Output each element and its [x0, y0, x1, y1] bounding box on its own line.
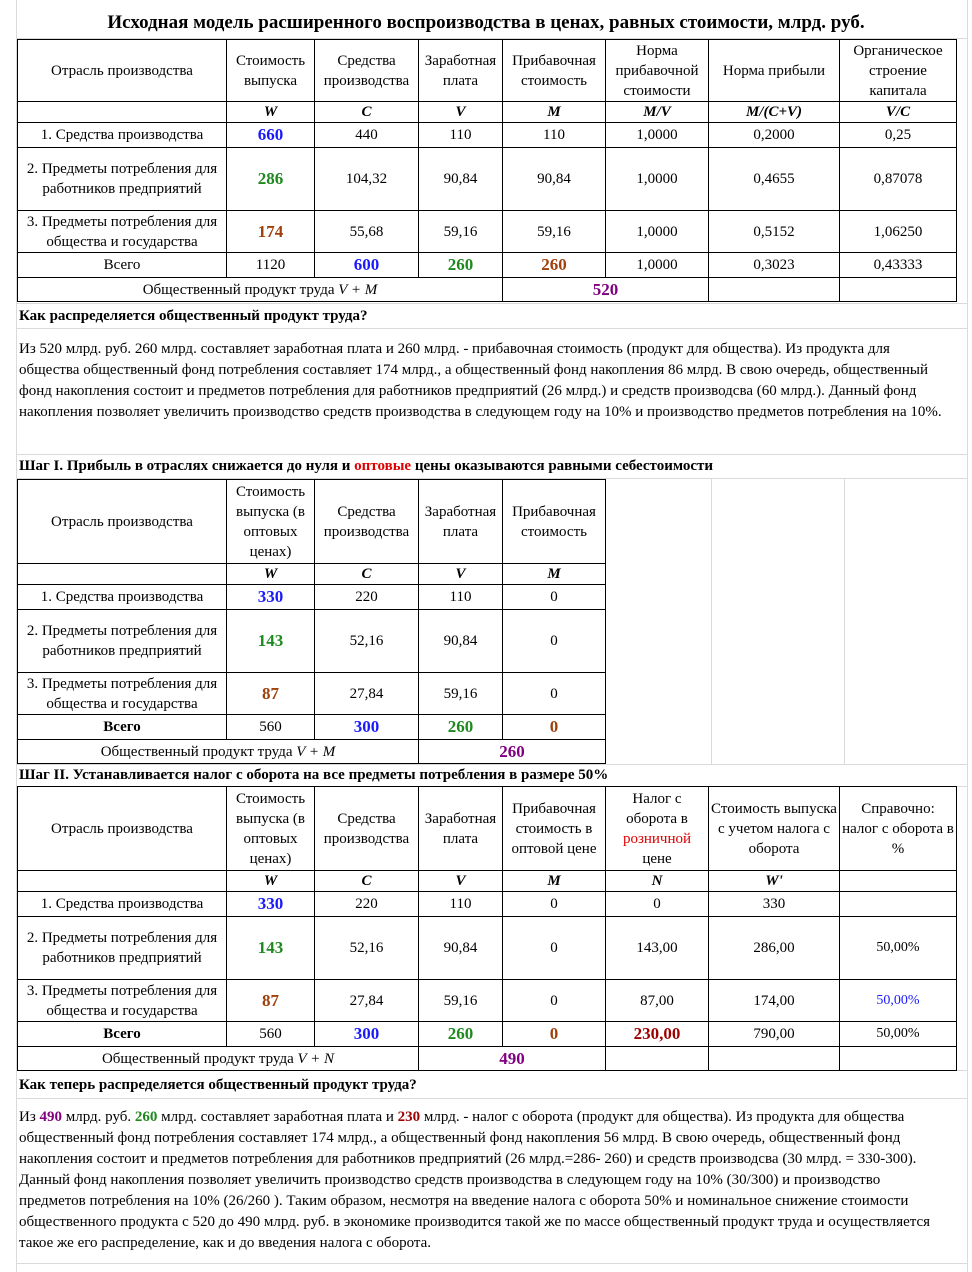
social-product-formula: V + M	[338, 281, 378, 298]
cell-m: 0	[503, 585, 606, 610]
cell-c: 220	[315, 585, 419, 610]
social-product-formula: V + M	[296, 743, 336, 760]
cell-v: 260	[419, 253, 503, 278]
cell-mv: 1,0000	[606, 253, 709, 278]
wages-value: 260	[134, 1109, 158, 1125]
empty-cell	[709, 1047, 840, 1071]
cell-c: 52,16	[315, 610, 419, 673]
table-row	[18, 148, 957, 211]
paragraph-2: Из 490 млрд. руб. 260 млрд. составляет заработная плата и 230 млрд. - налог с оборота (продукт для общества). Из продукта для общества общественный фонд потребления составляет 174 млрд., а общественный фонд накопления 56 млрд. В свою очередь, общественный фонд накопления состоит и предметов потребления для работников предприятий (26 млрд.=286- 260) и средств производсва (30 млрд. = 330-300). Данный фонд накопления позволяет увеличить производство средств производства в следующем году на 10% (30/300) и производство предметов потребления на 10% (26/260 ). Таким образом, несмотря на введение налога с оборота 50% и номинальное снижение стоимости общественного продукта с 520 до 490 млрд. руб. в экономике производится такой же по массе общественный продукт труда и осуществляется такое же его распределение, как и до введения налога с оборота.	[19, 1109, 931, 1251]
symbol-cell	[18, 871, 227, 892]
table-row	[18, 980, 957, 1022]
cell-vc: 1,06250	[840, 211, 957, 253]
table-row	[18, 673, 606, 715]
table-row	[18, 211, 957, 253]
social-product-row	[18, 740, 606, 764]
question-2: Как теперь распределяется общественный продукт труда?	[19, 1077, 417, 1093]
cell-m: 0	[503, 673, 606, 715]
cell-c: 440	[315, 123, 419, 148]
cell-v: 90,84	[419, 610, 503, 673]
cell-tax-percent: 50,00%	[840, 917, 957, 980]
cell-m: 0	[503, 715, 606, 740]
cell-mcv: 0,4655	[709, 148, 840, 211]
gridline	[17, 1098, 968, 1099]
gridline	[17, 454, 968, 455]
header-means-of-production: Средства производства	[315, 40, 419, 102]
header-rate-of-surplus-value: Норма прибавочной стоимости	[606, 40, 709, 102]
cell-mv: 1,0000	[606, 148, 709, 211]
symbol-cell: N	[606, 871, 709, 892]
empty-cell	[606, 1047, 709, 1071]
cell-c: 27,84	[315, 673, 419, 715]
social-product-label: Общественный продукт труда V + M	[18, 740, 419, 764]
header-means-of-production: Средства производства	[315, 787, 419, 871]
cell-mcv: 0,3023	[709, 253, 840, 278]
cell-m: 0	[503, 610, 606, 673]
gridline	[17, 328, 968, 329]
row-label: Всего	[18, 1022, 227, 1047]
symbol-cell: W	[227, 102, 315, 123]
cell-w: 660	[227, 123, 315, 148]
symbol-cell: M	[503, 564, 606, 585]
header-output-value: Стоимость выпуска	[227, 40, 315, 102]
header-means-of-production: Средства производства	[315, 480, 419, 564]
symbol-cell: C	[315, 871, 419, 892]
cell-m: 0	[503, 917, 606, 980]
cell-w: 560	[227, 1022, 315, 1047]
row-label: 2. Предметы потребления для работников предприятий	[18, 917, 227, 980]
cell-vc: 0,43333	[840, 253, 957, 278]
cell-n: 143,00	[606, 917, 709, 980]
table-row	[18, 585, 606, 610]
symbol-cell: W	[227, 564, 315, 585]
cell-w: 143	[227, 610, 315, 673]
symbol-cell: W'	[709, 871, 840, 892]
social-product-row	[18, 278, 957, 302]
social-product-row	[18, 1047, 957, 1071]
paragraph-1: Из 520 млрд. руб. 260 млрд. составляет заработная плата и 260 млрд. - прибавочная стоимость (продукт для общества). Из продукта для общества общественный фонд потребления составляет 174 млрд., а общественный фонд накопления 86 млрд. В свою очередь, общественный фонд накопления состоит и предметов потребления для работников предприятий (26 млрд.) и средств производсва (60 млрд.). Данный фонд накопления позволяет увеличить производство средств производства в следующем году на 10% и производство предметов потребления на 10%.	[19, 341, 942, 420]
social-product-value: 260	[419, 740, 606, 764]
social-product-label: Общественный продукт труда V + M	[18, 278, 503, 302]
symbol-cell: V	[419, 564, 503, 585]
gridline	[711, 479, 712, 764]
row-label: Всего	[18, 715, 227, 740]
question-1: Как распределяется общественный продукт труда?	[19, 308, 368, 324]
cell-w: 286	[227, 148, 315, 211]
header-surplus-value-wholesale: Прибавочная стоимость в оптовой цене	[503, 787, 606, 871]
cell-m: 0	[503, 892, 606, 917]
cell-c: 104,32	[315, 148, 419, 211]
cell-c: 300	[315, 715, 419, 740]
row-label: 3. Предметы потребления для общества и государства	[18, 211, 227, 253]
header-rate-of-profit: Норма прибыли	[709, 40, 840, 102]
row-label: Всего	[18, 253, 227, 278]
cell-m: 0	[503, 1022, 606, 1047]
row-label: 1. Средства производства	[18, 892, 227, 917]
header-output-with-tax: Стоимость выпуска с учетом налога с оборота	[709, 787, 840, 871]
header-surplus-value: Прибавочная стоимость	[503, 40, 606, 102]
cell-m: 59,16	[503, 211, 606, 253]
cell-w: 560	[227, 715, 315, 740]
header-branch: Отрасль производства	[18, 787, 227, 871]
cell-v: 59,16	[419, 673, 503, 715]
step-1-heading: Шаг I. Прибыль в отраслях снижается до нуля и оптовые цены оказываются равными себестоимости	[19, 458, 714, 474]
header-wages: Заработная плата	[419, 480, 503, 564]
cell-vc: 0,87078	[840, 148, 957, 211]
cell-c: 600	[315, 253, 419, 278]
table-row-total	[18, 253, 957, 278]
cell-m: 90,84	[503, 148, 606, 211]
symbol-cell	[18, 564, 227, 585]
cell-tax-percent: 50,00%	[840, 1022, 957, 1047]
header-output-value: Стоимость выпуска (в оптовых ценах)	[227, 787, 315, 871]
row-label: 2. Предметы потребления для работников предприятий	[18, 148, 227, 211]
cell-v: 59,16	[419, 211, 503, 253]
symbol-cell: C	[315, 102, 419, 123]
step-1-table	[17, 479, 606, 764]
header-output-value: Стоимость выпуска (в оптовых ценах)	[227, 480, 315, 564]
symbol-cell: V	[419, 102, 503, 123]
table-row	[18, 123, 957, 148]
row-label: 1. Средства производства	[18, 585, 227, 610]
table-row	[18, 917, 957, 980]
header-tax-percent: Справочно: налог с оборота в %	[840, 787, 957, 871]
cell-v: 260	[419, 715, 503, 740]
symbol-cell: W	[227, 871, 315, 892]
symbol-cell	[840, 871, 957, 892]
table-row-total	[18, 715, 606, 740]
table-row	[18, 610, 606, 673]
cell-mcv: 0,2000	[709, 123, 840, 148]
cell-w: 1120	[227, 253, 315, 278]
cell-w: 143	[227, 917, 315, 980]
cell-v: 90,84	[419, 148, 503, 211]
cell-v: 90,84	[419, 917, 503, 980]
cell-m: 0	[503, 980, 606, 1022]
cell-mv: 1,0000	[606, 123, 709, 148]
symbol-cell	[18, 102, 227, 123]
cell-mcv: 0,5152	[709, 211, 840, 253]
step-1-highlight: оптовые	[354, 458, 412, 474]
step-2-table	[17, 786, 957, 1071]
row-label: 2. Предметы потребления для работников предприятий	[18, 610, 227, 673]
cell-w: 330	[227, 585, 315, 610]
row-label: 1. Средства производства	[18, 123, 227, 148]
cell-v: 110	[419, 892, 503, 917]
symbol-cell: M/V	[606, 102, 709, 123]
gridline	[17, 764, 968, 765]
social-product-label: Общественный продукт труда V + N	[18, 1047, 419, 1071]
cell-tax-percent	[840, 892, 957, 917]
cell-w-prime: 174,00	[709, 980, 840, 1022]
step-2-heading: Шаг II. Устанавливается налог с оборота на все предметы потребления в размере 50%	[19, 767, 609, 783]
row-label: 3. Предметы потребления для общества и государства	[18, 980, 227, 1022]
social-product-value: 490	[419, 1047, 606, 1071]
symbol-cell: V/C	[840, 102, 957, 123]
cell-c: 27,84	[315, 980, 419, 1022]
cell-c: 220	[315, 892, 419, 917]
page-title: Исходная модель расширенного воспроизводства в ценах, равных стоимости, млрд. руб.	[107, 12, 865, 33]
row-label: 3. Предметы потребления для общества и государства	[18, 673, 227, 715]
header-surplus-value: Прибавочная стоимость	[503, 480, 606, 564]
cell-v: 110	[419, 123, 503, 148]
cell-c: 52,16	[315, 917, 419, 980]
cell-m: 110	[503, 123, 606, 148]
cell-v: 110	[419, 585, 503, 610]
cell-m: 260	[503, 253, 606, 278]
initial-model-table	[17, 39, 957, 302]
cell-vc: 0,25	[840, 123, 957, 148]
gridline	[844, 479, 845, 764]
symbol-cell: M	[503, 871, 606, 892]
symbol-cell: M	[503, 102, 606, 123]
cell-w: 174	[227, 211, 315, 253]
cell-c: 300	[315, 1022, 419, 1047]
cell-mv: 1,0000	[606, 211, 709, 253]
table-row-total	[18, 1022, 957, 1047]
social-product-value: 520	[503, 278, 709, 302]
cell-w-prime: 286,00	[709, 917, 840, 980]
cell-c: 55,68	[315, 211, 419, 253]
header-wages: Заработная плата	[419, 40, 503, 102]
cell-v: 59,16	[419, 980, 503, 1022]
tax-value: 230	[397, 1109, 421, 1125]
symbol-cell: V	[419, 871, 503, 892]
cell-w-prime: 790,00	[709, 1022, 840, 1047]
symbol-cell: M/(C+V)	[709, 102, 840, 123]
header-branch: Отрасль производства	[18, 480, 227, 564]
empty-cell	[840, 278, 957, 302]
header-wages: Заработная плата	[419, 787, 503, 871]
cell-w: 87	[227, 673, 315, 715]
cell-w: 330	[227, 892, 315, 917]
header-branch: Отрасль производства	[18, 40, 227, 102]
table-row	[18, 892, 957, 917]
social-product-formula: V + N	[297, 1050, 335, 1067]
cell-v: 260	[419, 1022, 503, 1047]
empty-cell	[840, 1047, 957, 1071]
header-retail-word: розничной	[622, 830, 692, 847]
gridline	[17, 303, 968, 304]
symbol-cell: C	[315, 564, 419, 585]
cell-w: 87	[227, 980, 315, 1022]
cell-tax-percent: 50,00%	[840, 980, 957, 1022]
cell-n: 0	[606, 892, 709, 917]
empty-cell	[709, 278, 840, 302]
cell-n: 230,00	[606, 1022, 709, 1047]
header-turnover-tax: Налог с оборота в розничной цене	[606, 787, 709, 871]
header-organic-composition: Органическое строение капитала	[840, 40, 957, 102]
social-total-value: 490	[39, 1109, 63, 1125]
gridline	[17, 1263, 968, 1264]
cell-n: 87,00	[606, 980, 709, 1022]
cell-w-prime: 330	[709, 892, 840, 917]
